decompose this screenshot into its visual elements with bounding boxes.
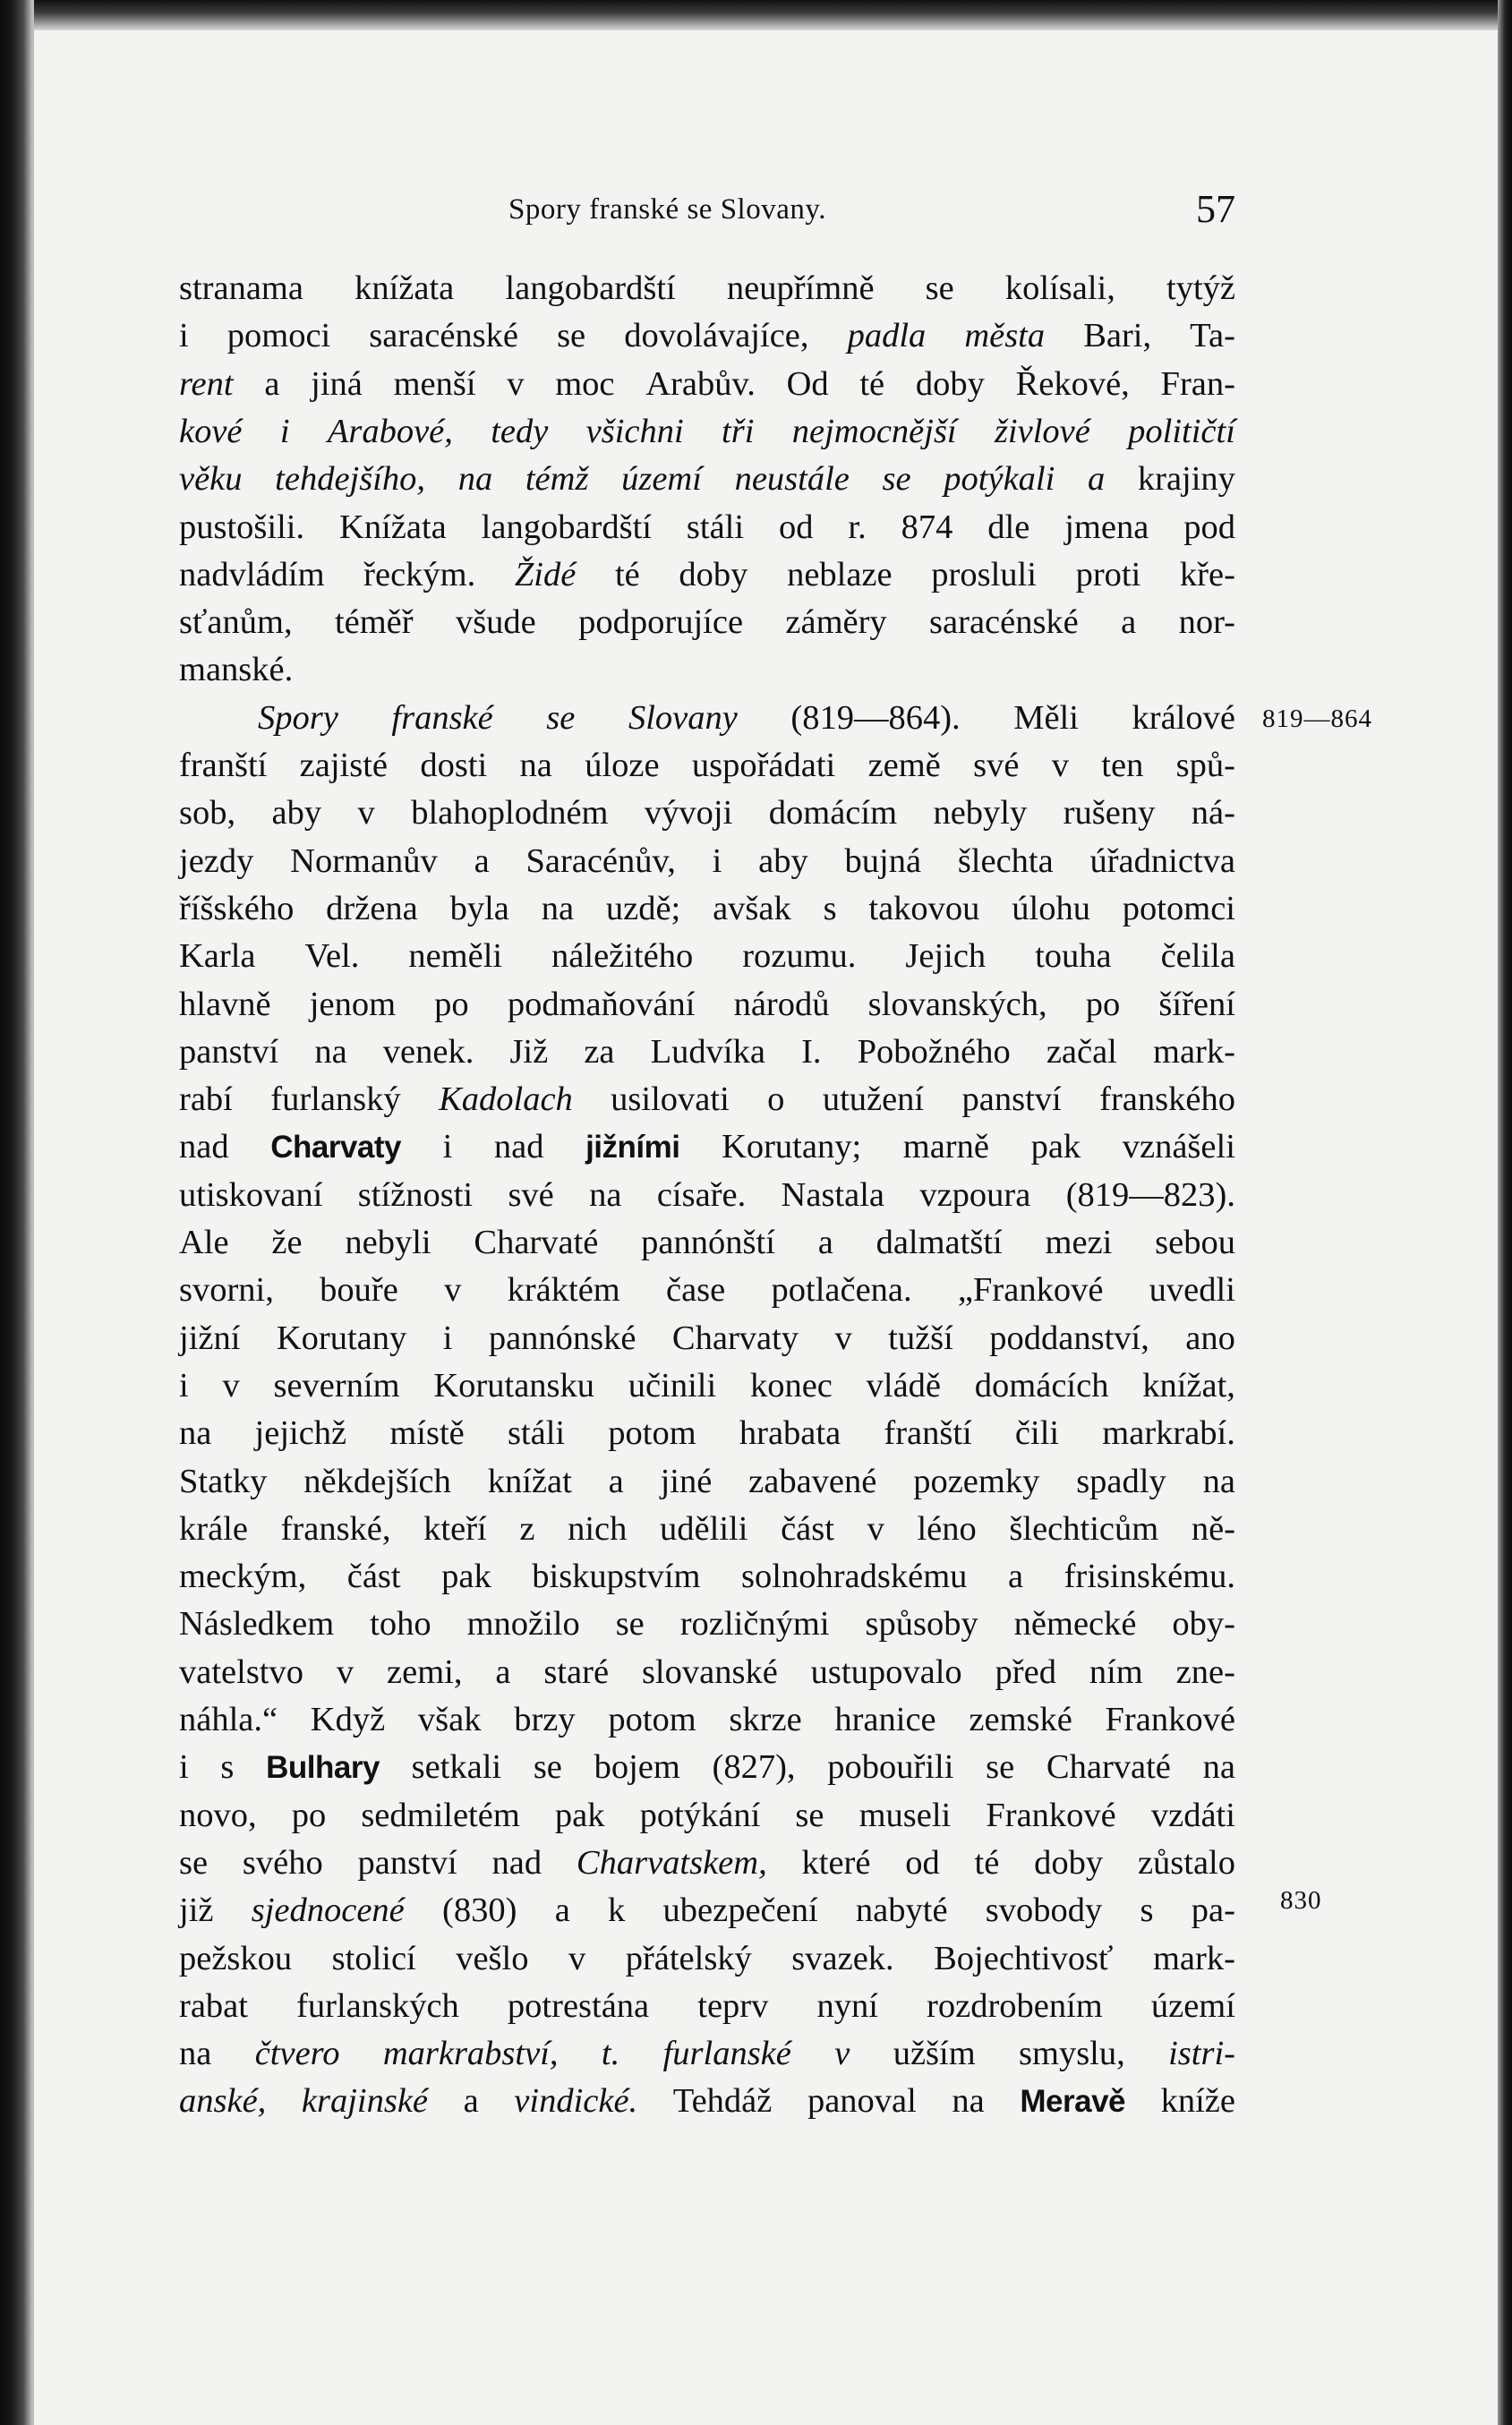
text-line: kové i Arabové, tedy všichni tři nejmocnější živlové političtí bbox=[179, 412, 1235, 450]
text-line: stranama knížata langobardští neupřímně se kolísali, tytýž bbox=[179, 269, 1235, 307]
text-line: nadvládím řeckým. Židé té doby neblaze prosluli proti kře- bbox=[179, 555, 1235, 593]
text-line: i s Bulhary setkali se bojem (827), pobouřili se Charvaté na bbox=[179, 1748, 1235, 1787]
page-header bbox=[179, 186, 1235, 236]
text-line: pustošili. Knížata langobardští stáli od r. 874 dle jmena pod bbox=[179, 508, 1235, 546]
text-line: i pomoci saracénské se dovolávajíce, padla města Bari, Ta- bbox=[179, 317, 1235, 355]
text-line: rabí furlanský Kadolach usilovati o utužení panství franského bbox=[179, 1080, 1235, 1119]
text-line: sob, aby v blahoplodném vývoji domácím nebyly rušeny ná- bbox=[179, 794, 1235, 833]
scan-top-edge bbox=[0, 0, 1512, 30]
text-line: sťanům, téměř všude podporujíce záměry saracénské a nor- bbox=[179, 603, 1235, 642]
text-line: krále franské, kteří z nich udělili část v léno šlechticům ně- bbox=[179, 1509, 1235, 1548]
running-head: Spory franské se Slovany. bbox=[508, 193, 826, 226]
text-line: na jejichž místě stáli potom hrabata franští čili markrabí. bbox=[179, 1414, 1235, 1453]
text-line: již sjednocené (830) a k ubezpečení nabyté svobody s pa- bbox=[179, 1891, 1235, 1930]
text-line: jezdy Normanův a Saracénův, i aby bujná šlechta úřadnictva bbox=[179, 841, 1235, 880]
text-line: náhla.“ Když však brzy potom skrze hranice zemské Frankové bbox=[179, 1701, 1235, 1738]
text-line: jižní Korutany i pannónské Charvaty v tužší poddanství, ano bbox=[179, 1319, 1235, 1357]
text-line: i v severním Korutansku učinili konec vládě domácích knížat, bbox=[179, 1366, 1235, 1405]
text-line: svorni, bouře v kráktém čase potlačena. „Frankové uvedli bbox=[179, 1271, 1235, 1310]
text-line: říšského držena byla na uzdě; avšak s takovou úlohu potomci bbox=[179, 889, 1235, 927]
text-line: Následkem toho množilo se rozličnými spůsoby německé oby- bbox=[179, 1605, 1235, 1644]
text-line: rabat furlanských potrestána teprv nyní rozdrobením území bbox=[179, 1986, 1235, 2025]
scan-left-edge bbox=[0, 0, 34, 2425]
page-number: 57 bbox=[1196, 187, 1235, 231]
text-line: pežskou stolicí vešlo v přátelský svazek. Bojechtivosť mark- bbox=[179, 1939, 1235, 1977]
text-line: manské. bbox=[179, 651, 294, 689]
text-line: utiskovaní stížnosti své na císaře. Nastala vzpoura (819—823). bbox=[179, 1175, 1235, 1214]
text-line: Karla Vel. neměli náležitého rozumu. Jejich touha čelila bbox=[179, 937, 1235, 976]
text-line: rent a jiná menší v moc Arabův. Od té doby Řekové, Fran- bbox=[179, 364, 1235, 403]
scan-right-edge bbox=[1498, 0, 1512, 2425]
text-line: na čtvero markrabství, t. furlanské v užším smyslu, istri- bbox=[179, 2035, 1235, 2073]
text-line: věku tehdejšího, na témž území neustále se potýkali a krajiny bbox=[179, 460, 1235, 499]
text-line: panství na venek. Již za Ludvíka I. Pobožného začal mark- bbox=[179, 1032, 1235, 1071]
text-line: Spory franské se Slovany (819—864). Měli králové bbox=[258, 698, 1235, 737]
text-line: meckým, část pak biskupstvím solnohradskému a frisinskému. bbox=[179, 1558, 1235, 1596]
margin-note-years: 819—864 bbox=[1262, 704, 1372, 733]
text-line: anské, krajinské a vindické. Tehdáž panoval na Meravě kníže bbox=[179, 2082, 1235, 2121]
text-line: hlavně jenom po podmaňování národů slovanských, po šíření bbox=[179, 985, 1235, 1023]
margin-note-year: 830 bbox=[1280, 1886, 1322, 1915]
text-line: vatelstvo v zemi, a staré slovanské ustupovalo před ním zne- bbox=[179, 1652, 1235, 1691]
text-line: novo, po sedmiletém pak potýkání se museli Frankové vzdáti bbox=[179, 1796, 1235, 1834]
text-line: se svého panství nad Charvatskem, které od té doby zůstalo bbox=[179, 1843, 1235, 1882]
text-line: franští zajisté dosti na úloze uspořádati země své v ten spů- bbox=[179, 747, 1235, 784]
text-line: nad Charvaty i nad jižními Korutany; marně pak vznášeli bbox=[179, 1128, 1235, 1166]
text-line: Statky někdejších knížat a jiné zabavené pozemky spadly na bbox=[179, 1462, 1235, 1500]
text-line: Ale že nebyli Charvaté pannónští a dalmatští mezi sebou bbox=[179, 1224, 1235, 1261]
